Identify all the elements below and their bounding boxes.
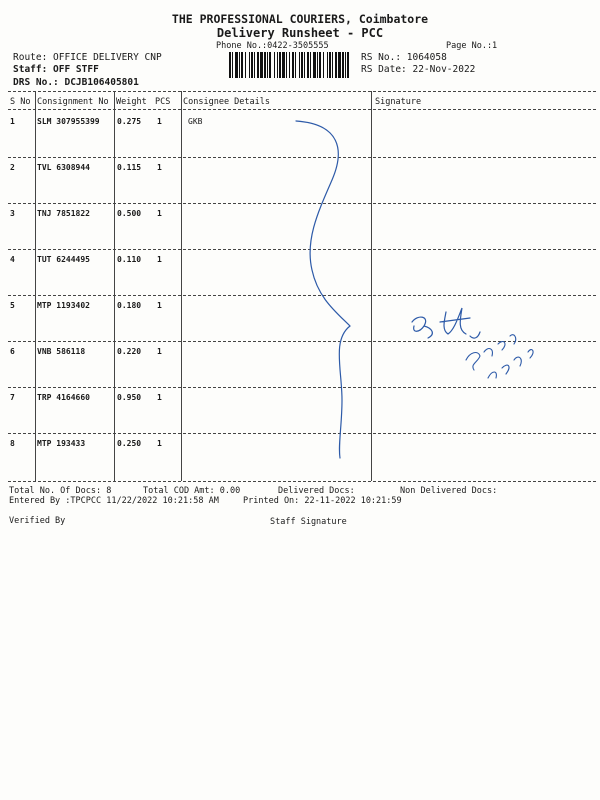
signature-mark: [412, 308, 480, 338]
row-pcs: 1: [157, 393, 162, 402]
rs-number: RS No.: 1064058: [361, 52, 447, 63]
table-top-rule: [8, 91, 596, 92]
column-divider: [35, 91, 36, 481]
row-sno: 7: [10, 393, 15, 402]
row-weight: 0.275: [117, 117, 142, 126]
row-consignee: GKB: [188, 117, 203, 126]
row-rule: [8, 249, 596, 250]
total-cod: Total COD Amt: 0.00: [143, 486, 241, 496]
row-pcs: 1: [157, 439, 162, 448]
row-consignment: TVL 6308944: [37, 163, 90, 172]
row-weight: 0.950: [117, 393, 142, 402]
row-rule: [8, 157, 596, 158]
row-consignment: TRP 4164660: [37, 393, 90, 402]
row-pcs: 1: [157, 347, 162, 356]
brace-mark: [296, 121, 350, 458]
row-consignment: TNJ 7851822: [37, 209, 90, 218]
phone-number: Phone No.:0422-3505555: [216, 41, 329, 51]
row-rule: [8, 433, 596, 434]
row-rule: [8, 295, 596, 296]
col-header-sno: S No: [10, 97, 31, 107]
row-consignment: MTP 193433: [37, 439, 86, 448]
drs-number: DRS No.: DCJB106405801: [13, 77, 139, 88]
non-delivered-docs: Non Delivered Docs:: [400, 486, 498, 496]
row-sno: 5: [10, 301, 15, 310]
row-sno: 3: [10, 209, 15, 218]
row-weight: 0.500: [117, 209, 142, 218]
row-sno: 2: [10, 163, 15, 172]
column-divider: [181, 91, 182, 481]
total-docs: Total No. Of Docs: 8: [9, 486, 112, 496]
col-header-consignee: Consignee Details: [183, 97, 270, 107]
delivered-docs: Delivered Docs:: [278, 486, 355, 496]
row-pcs: 1: [157, 117, 162, 126]
handwritten-number: [466, 335, 516, 370]
verified-by: Verified By: [9, 516, 66, 526]
rs-date: RS Date: 22-Nov-2022: [361, 64, 476, 75]
row-weight: 0.250: [117, 439, 142, 448]
row-rule: [8, 387, 596, 388]
column-divider: [114, 91, 115, 481]
row-weight: 0.220: [117, 347, 142, 356]
header-rule: [8, 109, 596, 110]
row-sno: 8: [10, 439, 15, 448]
row-sno: 6: [10, 347, 15, 356]
row-pcs: 1: [157, 209, 162, 218]
row-pcs: 1: [157, 301, 162, 310]
handwritten-number: [488, 350, 533, 378]
staff-label: Staff: OFF STFF: [13, 64, 99, 75]
page-number: Page No.:1: [446, 41, 498, 51]
row-sno: 1: [10, 117, 15, 126]
row-weight: 0.110: [117, 255, 142, 264]
row-rule: [8, 203, 596, 204]
row-rule: [8, 341, 596, 342]
row-pcs: 1: [157, 163, 162, 172]
document-title: Delivery Runsheet - PCC: [216, 26, 384, 40]
barcode-icon: [229, 52, 351, 78]
staff-signature-label: Staff Signature: [270, 517, 347, 527]
col-header-signature: Signature: [375, 97, 422, 107]
col-header-weight: Weight: [116, 97, 147, 107]
entered-by: Entered By :TPCPCC 11/22/2022 10:21:58 AM: [9, 496, 219, 506]
row-consignment: VNB 586118: [37, 347, 86, 356]
col-header-consignment: Consignment No: [37, 97, 109, 107]
row-sno: 4: [10, 255, 15, 264]
col-header-pcs: PCS: [155, 97, 171, 107]
row-consignment: SLM 307955399: [37, 117, 100, 126]
row-consignment: TUT 6244495: [37, 255, 90, 264]
row-weight: 0.115: [117, 163, 142, 172]
table-bottom-rule: [8, 481, 596, 482]
row-weight: 0.180: [117, 301, 142, 310]
company-name: THE PROFESSIONAL COURIERS, Coimbatore: [171, 12, 429, 26]
column-divider: [371, 91, 372, 481]
printed-on: Printed On: 22-11-2022 10:21:59: [243, 496, 402, 506]
route-label: Route: OFFICE DELIVERY CNP: [13, 52, 162, 63]
row-pcs: 1: [157, 255, 162, 264]
row-consignment: MTP 1193402: [37, 301, 90, 310]
